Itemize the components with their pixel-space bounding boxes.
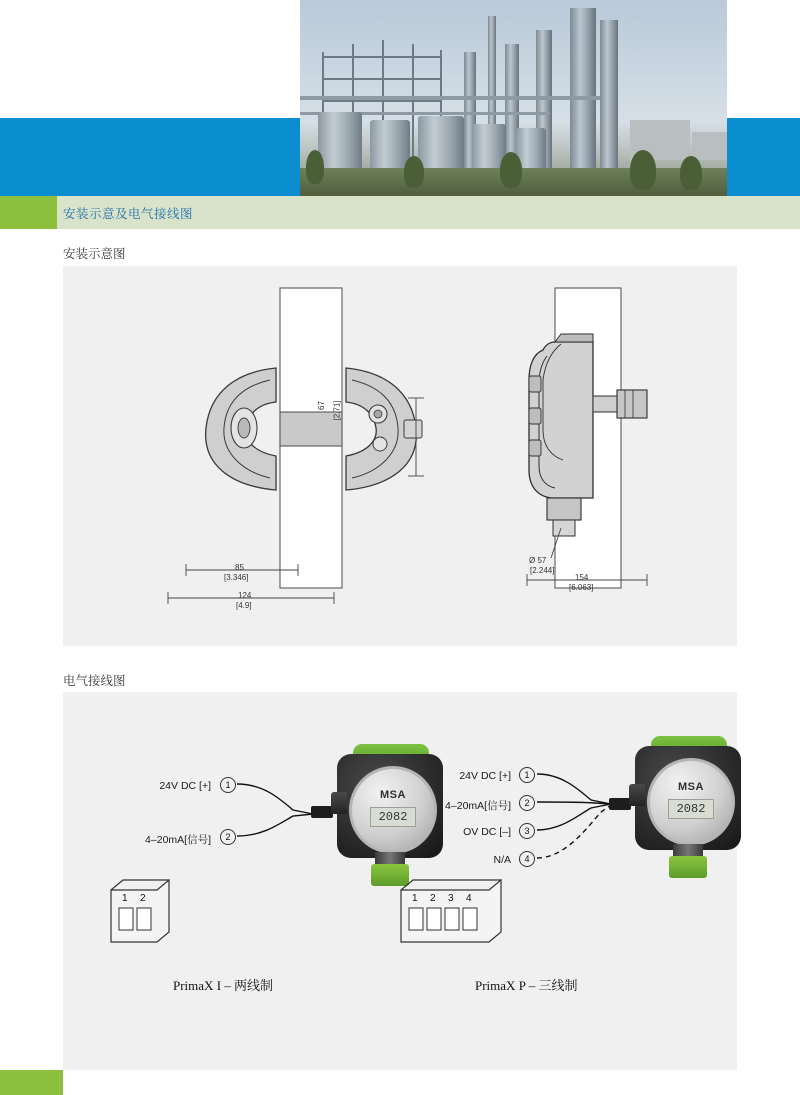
device-sensor [669,856,707,878]
terminal-block-right [393,876,523,956]
cable-gland-right [609,798,631,810]
terminal-number-left-2: 2 [140,893,146,904]
photo-tree [630,150,656,190]
header-photo-refinery [300,0,727,196]
caption-primax-i: PrimaX I – 两线制 [173,978,274,993]
photo-frame [322,78,442,80]
wire-pin-right-4: 4 [519,851,535,867]
photo-frame [322,100,442,102]
section-title-bar [0,196,800,229]
wire-pin-left-1: 1 [220,777,236,793]
photo-pipe [300,96,600,100]
dim-85-label: 85 [235,563,244,572]
page-banner [0,0,800,196]
photo-tree [306,150,324,184]
wire-label-left-2: 4–20mA[信号] [145,834,211,846]
device-logo: MSA [380,789,406,801]
caption-primax-p: PrimaX P – 三线制 [475,978,578,993]
section-title: 安装示意及电气接线图 [63,207,194,221]
install-left-drawing [158,280,458,630]
install-heading: 安装示意图 [63,247,126,261]
wire-pin-right-2: 2 [519,795,535,811]
wire-pin-right-3: 3 [519,823,535,839]
photo-tower [570,8,596,168]
wire-leads-left [235,770,345,880]
terminal-number-left-1: 1 [122,893,128,904]
footer-accent-block [0,1070,63,1095]
photo-tank [418,116,464,168]
section-accent-block [0,196,57,229]
terminal-number-right-1: 1 [412,893,418,904]
photo-tree [500,152,522,188]
photo-tree [404,156,424,188]
wire-pin-left-2: 2 [220,829,236,845]
terminal-number-right-3: 3 [448,893,454,904]
photo-tree [680,156,702,190]
wire-label-right-1: 24V DC [+] [459,770,511,782]
photo-frame [412,44,414,168]
device-primax-p [629,732,747,880]
wiring-heading: 电气接线图 [63,674,126,688]
dim-dia57-inch-label: [2.244] [530,566,555,575]
install-right-drawing [443,280,743,630]
footer-strip [63,1070,800,1095]
wire-label-right-4: N/A [493,854,511,866]
device-faceplate [647,758,735,846]
install-diagram-panel [63,266,737,646]
dim-dia57-label: Ø 57 [529,556,547,565]
photo-tower [600,20,618,168]
photo-frame [322,56,442,58]
dim-124-inch-label: [4.9] [236,601,252,610]
wire-label-right-2: 4–20mA[信号] [445,800,511,812]
dim-154-label: 154 [575,573,589,582]
photo-building [692,132,727,160]
wire-label-right-3: OV DC [–] [463,826,511,838]
photo-tank [370,120,410,168]
dim-67-inch-label: [2.71] [332,400,342,421]
dim-124-label: 124 [238,591,252,600]
dim-85-inch-label: [3.346] [224,573,249,582]
wiring-diagram-panel [63,692,737,1070]
device-cable-port [331,792,347,814]
terminal-number-right-4: 4 [466,893,472,904]
photo-tank [318,112,362,168]
terminal-number-right-2: 2 [430,893,436,904]
dim-67-label: 67 [316,401,326,410]
cable-gland-left [311,806,333,818]
device-display: 2082 [370,807,416,827]
wire-pin-right-1: 1 [519,767,535,783]
device-display: 2082 [668,799,714,819]
terminal-block-left [103,876,187,956]
wire-label-left-1: 24V DC [+] [159,780,211,792]
device-cable-port [629,784,645,806]
dim-154-inch-label: [6.063] [569,583,594,592]
device-logo: MSA [678,781,704,793]
